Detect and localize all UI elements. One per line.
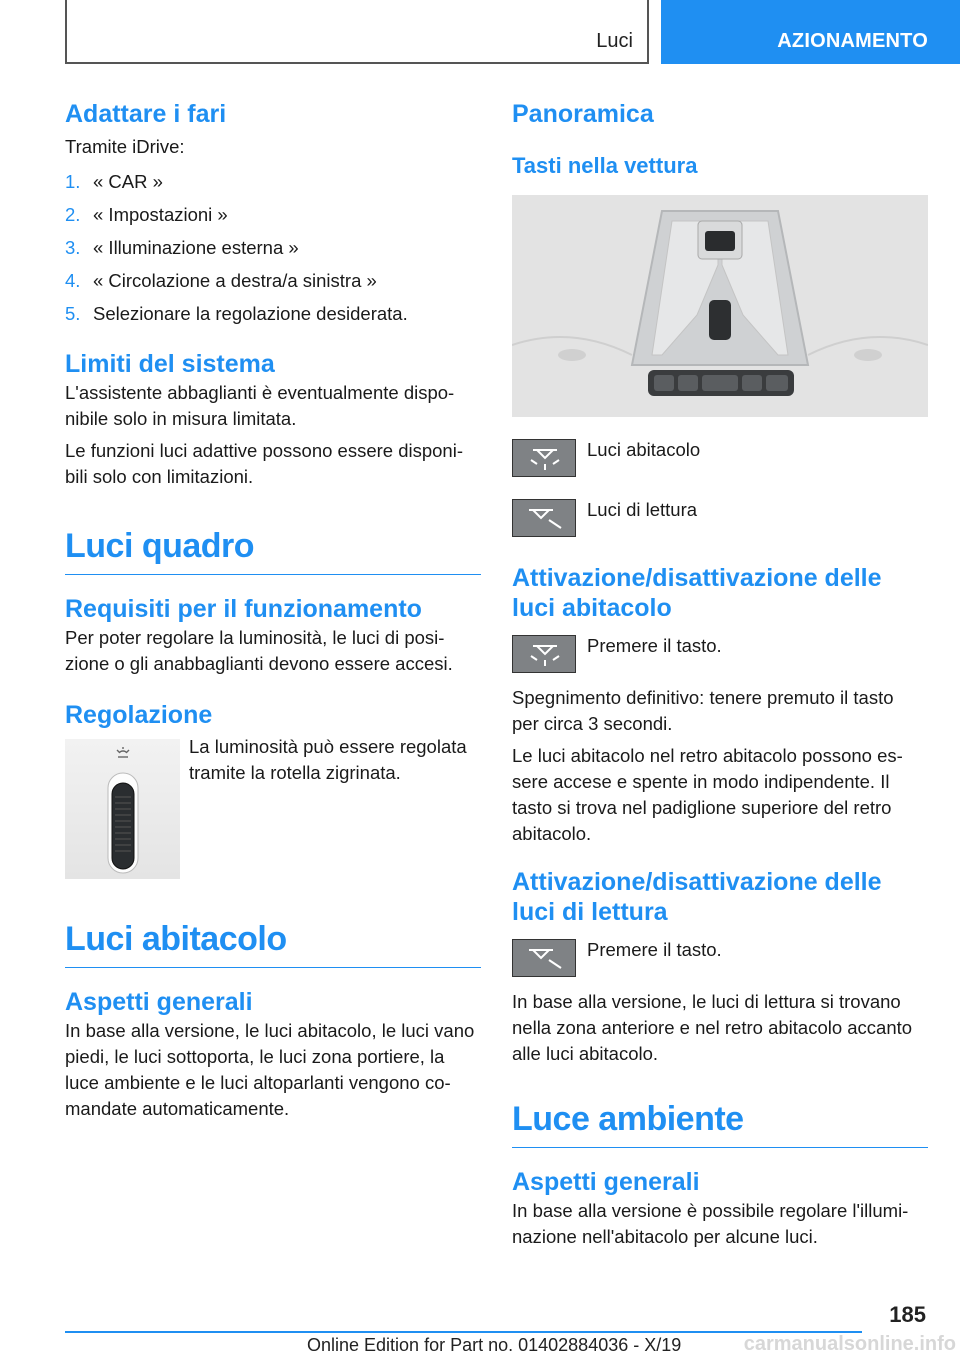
paragraph: Le funzioni luci adattive possono essere disponi- bili solo con limitazioni. (65, 440, 463, 487)
footer-edition: Online Edition for Part no. 01402884036 - X/19 (307, 1335, 682, 1355)
reading-light-icon (512, 939, 576, 977)
heading-aspetti-generali: Aspetti generali (512, 1168, 700, 1196)
regolazione-figure (65, 736, 481, 879)
paragraph: Spegnimento definitivo: tenere premuto il tasto per circa 3 secondi. (512, 687, 894, 734)
watermark: carmanualsonline.info (743, 1333, 956, 1355)
heading-limiti-sistema: Limiti del sistema (65, 350, 275, 378)
list-item: 2. « Impostazioni » (65, 204, 228, 225)
key-label: Luci abitacolo (587, 439, 701, 460)
intro-text: Tramite iDrive: (65, 136, 185, 157)
list-item: 5. Selezionare la regolazione desiderata. (65, 303, 408, 324)
list-item: 4. « Circolazione a destra/a sinistra » (65, 270, 377, 291)
heading-aspetti-generali: Aspetti generali (65, 988, 253, 1016)
heading-attivazione-lettura: Attivazione/disattivazione delle luci di lettura (512, 868, 882, 926)
heading-luce-ambiente: Luce ambiente (512, 1097, 928, 1148)
interior-light-icon (512, 635, 576, 673)
heading-requisiti: Requisiti per il funzionamento (65, 595, 422, 623)
thumbwheel-image (65, 739, 180, 879)
key-row-luci-abitacolo (512, 439, 928, 477)
header-chapter-box (65, 0, 649, 64)
left-column (65, 98, 481, 1122)
paragraph: In base alla versione è possibile regolare l'illumi- nazione nell'abitacolo per alcune luci. (512, 1200, 909, 1247)
footer-divider (65, 1331, 862, 1333)
brightness-icon (117, 747, 129, 757)
heading-luci-abitacolo: Luci abitacolo (65, 917, 481, 968)
key-label: Luci di lettura (587, 499, 698, 520)
heading-tasti: Tasti nella vettura (512, 153, 698, 178)
right-column (512, 98, 928, 1250)
steps-list (65, 165, 481, 330)
key-label: Premere il tasto. (587, 635, 722, 656)
heading-panoramica: Panoramica (512, 100, 654, 128)
paragraph: In base alla versione, le luci abitacolo, le luci vano piedi, le luci sottoporta, le luci zona portiere, la luce ambiente e le luci altoparlanti vengono co- mandate automaticamente. (65, 1020, 475, 1119)
heading-luci-quadro: Luci quadro (65, 524, 481, 575)
paragraph: Le luci abitacolo nel retro abitacolo possono es- sere accese e spente in modo indipendente. Il tasto si trova nel padiglione superiore del retro abitacolo. (512, 745, 903, 844)
header-chapter: Luci (596, 30, 633, 52)
key-row-premere (512, 939, 928, 977)
paragraph: Per poter regolare la luminosità, le luci di posi- zione o gli anabbaglianti devono essere accesi. (65, 627, 453, 674)
key-label: Premere il tasto. (587, 939, 722, 960)
page-number: 185 (889, 1302, 926, 1327)
paragraph: L'assistente abbaglianti è eventualmente dispo- nibile solo in misura limitata. (65, 382, 455, 429)
header-section-box (661, 0, 960, 64)
reading-light-icon (512, 499, 576, 537)
heading-regolazione: Regolazione (65, 701, 213, 729)
header-section: AZIONAMENTO (777, 30, 928, 52)
interior-light-icon (512, 439, 576, 477)
heading-attivazione-abitacolo: Attivazione/disattivazione delle luci abitacolo (512, 564, 882, 622)
key-row-premere (512, 635, 928, 673)
roof-console-image (512, 195, 928, 417)
key-row-luci-lettura (512, 499, 928, 537)
list-item: 3. « Illuminazione esterna » (65, 237, 299, 258)
list-item: 1. « CAR » (65, 171, 163, 192)
paragraph: In base alla versione, le luci di lettura si trovano nella zona anteriore e nel retro abitacolo accanto alle luci abitacolo. (512, 991, 913, 1064)
heading-adattare-fari: Adattare i fari (65, 100, 227, 128)
paragraph: La luminosità può essere regolata tramite la rotella zigrinata. (189, 736, 467, 783)
